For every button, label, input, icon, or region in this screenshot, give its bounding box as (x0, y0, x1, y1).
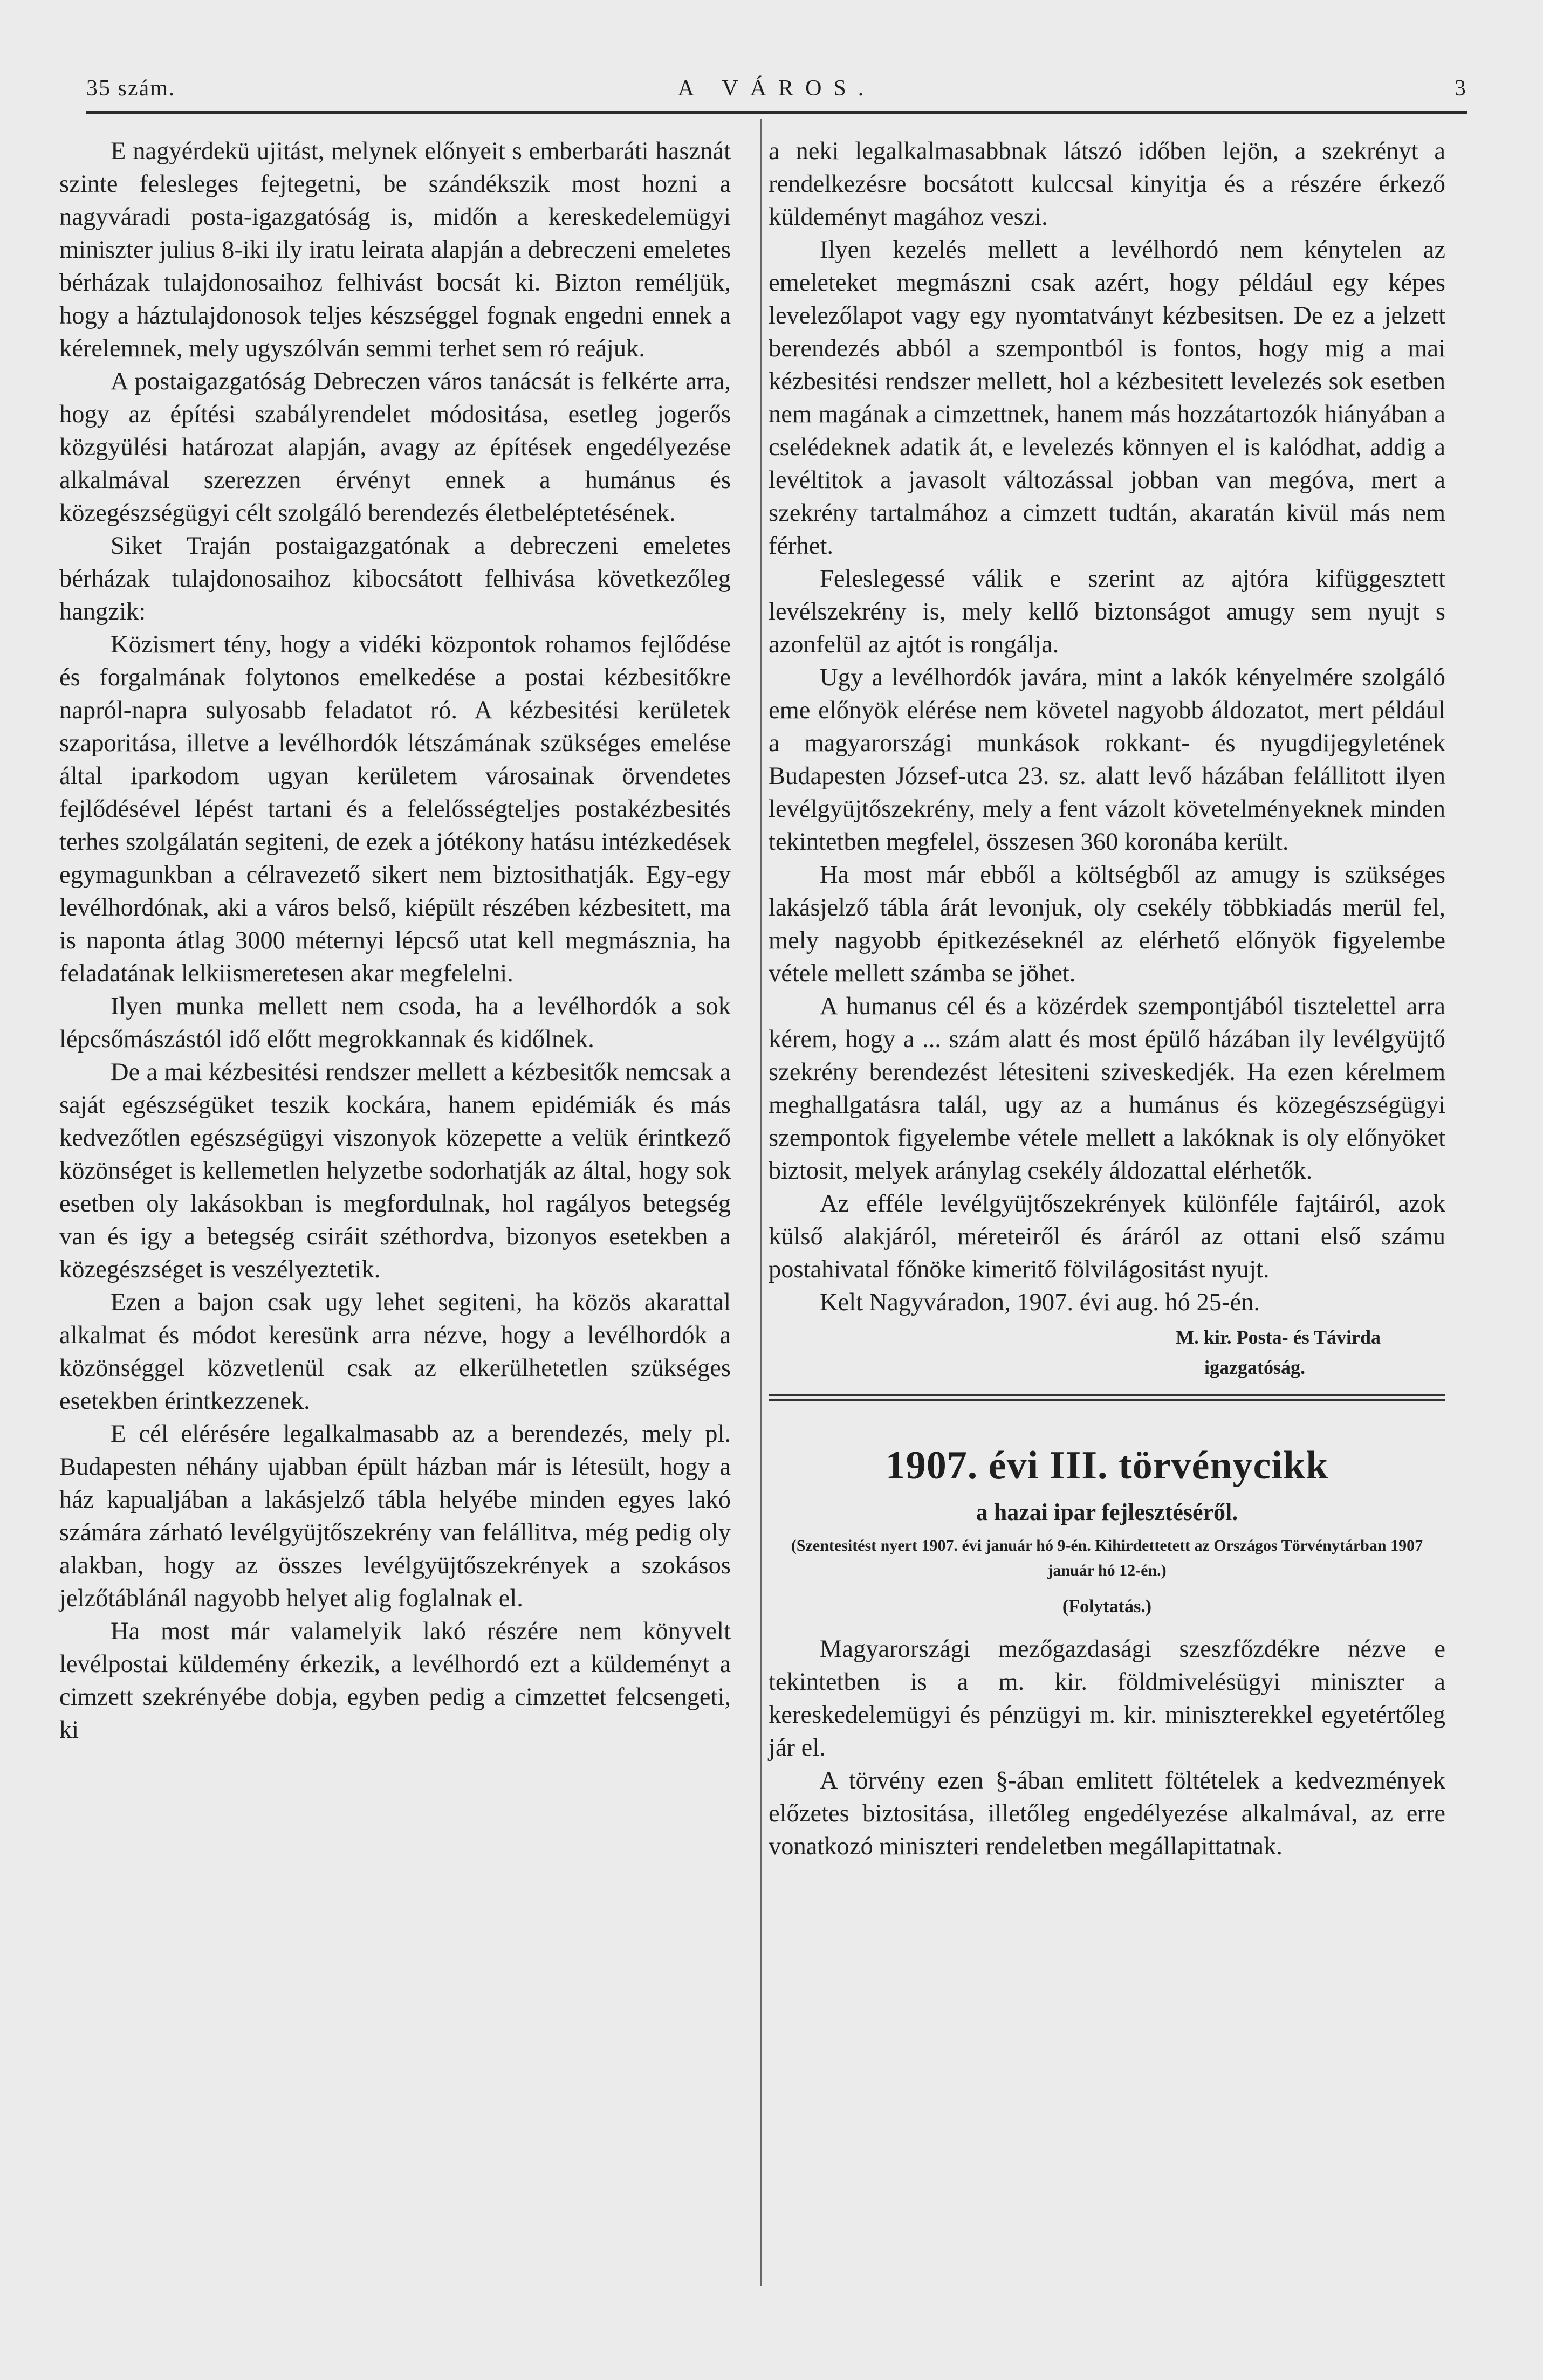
article-paragraph: Ha most már valamelyik lakó részére nem könyvelt levélpostai küldemény érkezik, a levélhordó ezt a küldeményt a cimzett szekrényébe dobja, egyben pedig a cimzettet felcsengeti, ki (59, 1618, 731, 1744)
article-paragraph: Ilyen kezelés mellett a levélhordó nem kénytelen az emeleteket megmászni csak azért, hogy például egy képes levelezőlapot vagy egy nyomtatványt kézbesitsen. De ez a jelzett berendezés abból a szempontból is fontos, hogy mig a mai kézbesitési rendszer mellett, hol a kézbesitett levelezés sok esetben nem magának a cimzettnek, hanem más hozzátartozók hiányában a cselédeknek adatik át, e levelezés könnyen el is kalódhat, addig a levéltitok a javasolt változással jobban van megóva, mert a szekrény tartalmához a cimzett tudtán, akaratán kivül más nem férhet. (769, 236, 1445, 560)
issue-number: 35 szám. (86, 76, 176, 101)
column-divider (760, 119, 762, 2286)
article-paragraph: Ilyen munka mellett nem csoda, ha a levélhordók a sok lépcsőmászástól idő előtt megrokkannak és kidőlnek. (59, 993, 731, 1053)
article-paragraph: Siket Traján postaigazgatónak a debreczeni emeletes bérházak tulajdonosaihoz kibocsátott felhivása következőleg hangzik: (59, 532, 731, 625)
article-paragraph: Közismert tény, hogy a vidéki központok rohamos fejlődése és forgalmának folytonos emelkedése a postai kézbesitőkre napról-napra sulyosabb feladatot ró. A kézbesitési kerületek szaporitása, illetve a levélhordók létszámának szükséges emelése által iparkodom ugyan kerületem városainak örvendetes fejlődésével lépést tartani és a felelősségteljes postakézbesités terhes szolgálatán segiteni, de ezek a jótékony hatásu intézkedések egymagunkban a célravezető sikert nem biztosithatják. Egy-egy levélhordónak, aki a város belső, kiépült részében kézbesitett, ma is naponta átlag 3000 méternyi lépcső utat kell megmásznia, ha feladatának lelkiismeretesen akar megfelelni. (59, 631, 731, 987)
header-rule (86, 111, 1467, 114)
newspaper-title: A VÁROS. (677, 76, 876, 101)
page-header (86, 75, 1467, 108)
article-paragraph: De a mai kézbesitési rendszer mellett a kézbesitők nemcsak a saját egészségüket teszik kockára, hanem epidémiák és más kedvezőtlen egészségügyi viszonyok közepette a velük érintkező közönséget is kellemetlen helyzetbe sodorhatják az által, hogy sok esetben oly lakásokban is megfordulnak, hol ragályos betegség van és igy a betegség csiráit széthordva, bizonyos esetekben a közegészséget is veszélyeztetik. (59, 1058, 731, 1283)
law-title: 1907. évi III. törvénycikk (885, 1443, 1329, 1488)
dateline: Kelt Nagyváradon, 1907. évi aug. hó 25-én. (820, 1289, 1260, 1316)
section-separator (769, 1394, 1445, 1401)
page-number: 3 (1455, 76, 1467, 101)
law-continued: (Folytatás.) (1062, 1597, 1152, 1617)
left-column (59, 135, 731, 1746)
article-paragraph: Az efféle levélgyüjtőszekrények különféle fajtáiról, azok külső alakjáról, méreteiről és áráról az ottani első számu postahivatal főnöke kimeritő fölvilágositást nyujt. (769, 1190, 1445, 1283)
article-paragraph: Ugy a levélhordók javára, mint a lakók kényelmére szolgáló eme előnyök elérése nem követel nagyobb áldozatot, mert például a magyarországi munkások rokkant- és nyugdijegyletének Budapesten József-utca 23. sz. alatt levő házában felállitott ilyen levélgyüjtőszekrény, mely a fent vázolt követelményeknek minden tekintetben megfelel, összesen 360 koronába került. (769, 664, 1445, 856)
law-paragraph: A törvény ezen §-ában emlitett föltételek a kedvezmények előzetes biztositása, illetőleg engedélyezése alkalmával, az erre vonatkozó miniszteri rendeletben megállapittatnak. (769, 1767, 1445, 1860)
article-paragraph: Ezen a bajon csak ugy lehet segiteni, ha közös akarattal alkalmat és módot keresünk arra nézve, hogy a levélhordók a közönséggel közvetlenül csak az elkerülhetetlen szükséges esetekben érintkezzenek. (59, 1289, 731, 1415)
law-paragraph: Magyarországi mezőgazdasági szeszfőzdékre nézve e tekintetben is a m. kir. földmivelésügyi miniszter a kereskedelemügyi és pénzügyi m. kir. miniszterekkel egyetértőleg jár el. (769, 1635, 1445, 1762)
article-paragraph: E cél elérésére legalkalmasabb az a berendezés, mely pl. Budapesten néhány ujabban épült házban már is létesült, hogy a ház kapualjában a lakásjelző tábla helyébe minden egyes lakó számára zárható levélgyüjtőszekrény van felállitva, még pedig oly alakban, hogy az összes levélgyüjtőszekrények a szokásos jelzőtáblánál nagyobb helyet alig foglalnak el. (59, 1420, 731, 1612)
article-paragraph: Feleslegessé válik e szerint az ajtóra kifüggesztett levélszekrény is, mely kellő biztonságot amugy sem nyujt s azonfelül az ajtót is rongálja. (769, 565, 1445, 658)
law-subtitle: a hazai ipar fejlesztéséről. (976, 1499, 1238, 1525)
article-paragraph: Ha most már ebből a költségből az amugy is szükséges lakásjelző tábla árát levonjuk, oly csekély többkiadás merül fel, mely nagyobb épitkezéseknél az elérhető előnyök figyelembe vétele mellett számba se jöhet. (769, 861, 1445, 987)
law-note: (Szentesitést nyert 1907. évi január hó 9-én. Kihirdettetett az Országos Törvénytárban 1907 január hó 12-én.) (791, 1537, 1423, 1579)
article-paragraph: a neki legalkalmasabbnak látszó időben lejön, a szekrényt a rendelkezésre bocsátott kulccsal kinyitja és a részére érkező küldeményt magához veszi. (769, 137, 1445, 231)
signature-line-2: igazgatóság. (1204, 1357, 1305, 1378)
article-paragraph: A humanus cél és a közérdek szempontjából tisztelettel arra kérem, hogy a ... szám alatt és most épülő házában ily levélgyüjtő szekrény berendezést létesiteni sziveskedjék. Ha ezen kérelmem meghallgatásra talál, ugy az a humánus és közegészségügyi szempontok figyelembe vétele mellett a lakóknak is oly előnyöket biztosit, melyek aránylag csekély áldozattal elérhetők. (769, 993, 1445, 1185)
article-paragraph: A postaigazgatóság Debreczen város tanácsát is felkérte arra, hogy az építési szabályrendelet módositása, esetleg jogerős közgyülési határozat alapján, avagy az építések engedélyezése alkalmával szerezzen érvényt ennek a humánus és közegészségügyi célt szolgáló berendezés életbeléptetésének. (59, 368, 731, 527)
right-column (769, 135, 1445, 1863)
article-paragraph: E nagyérdekü ujitást, melynek előnyeit s emberbaráti hasznát szinte felesleges fejtegetni, be szándékszik most hozni a nagyváradi posta-igazgatóság is, midőn a kereskedelemügyi miniszter julius 8-iki ily iratu leirata alapján a debreczeni emeletes bérházak tulajdonosaihoz felhivást bocsát ki. Bizton reméljük, hogy a háztulajdonosok teljes készséggel fognak engedni ennek a kérelemnek, mely ugyszólván semmi terhet sem ró reájuk. (59, 137, 731, 362)
signature-line-1: M. kir. Posta- és Távirda (1175, 1326, 1381, 1348)
